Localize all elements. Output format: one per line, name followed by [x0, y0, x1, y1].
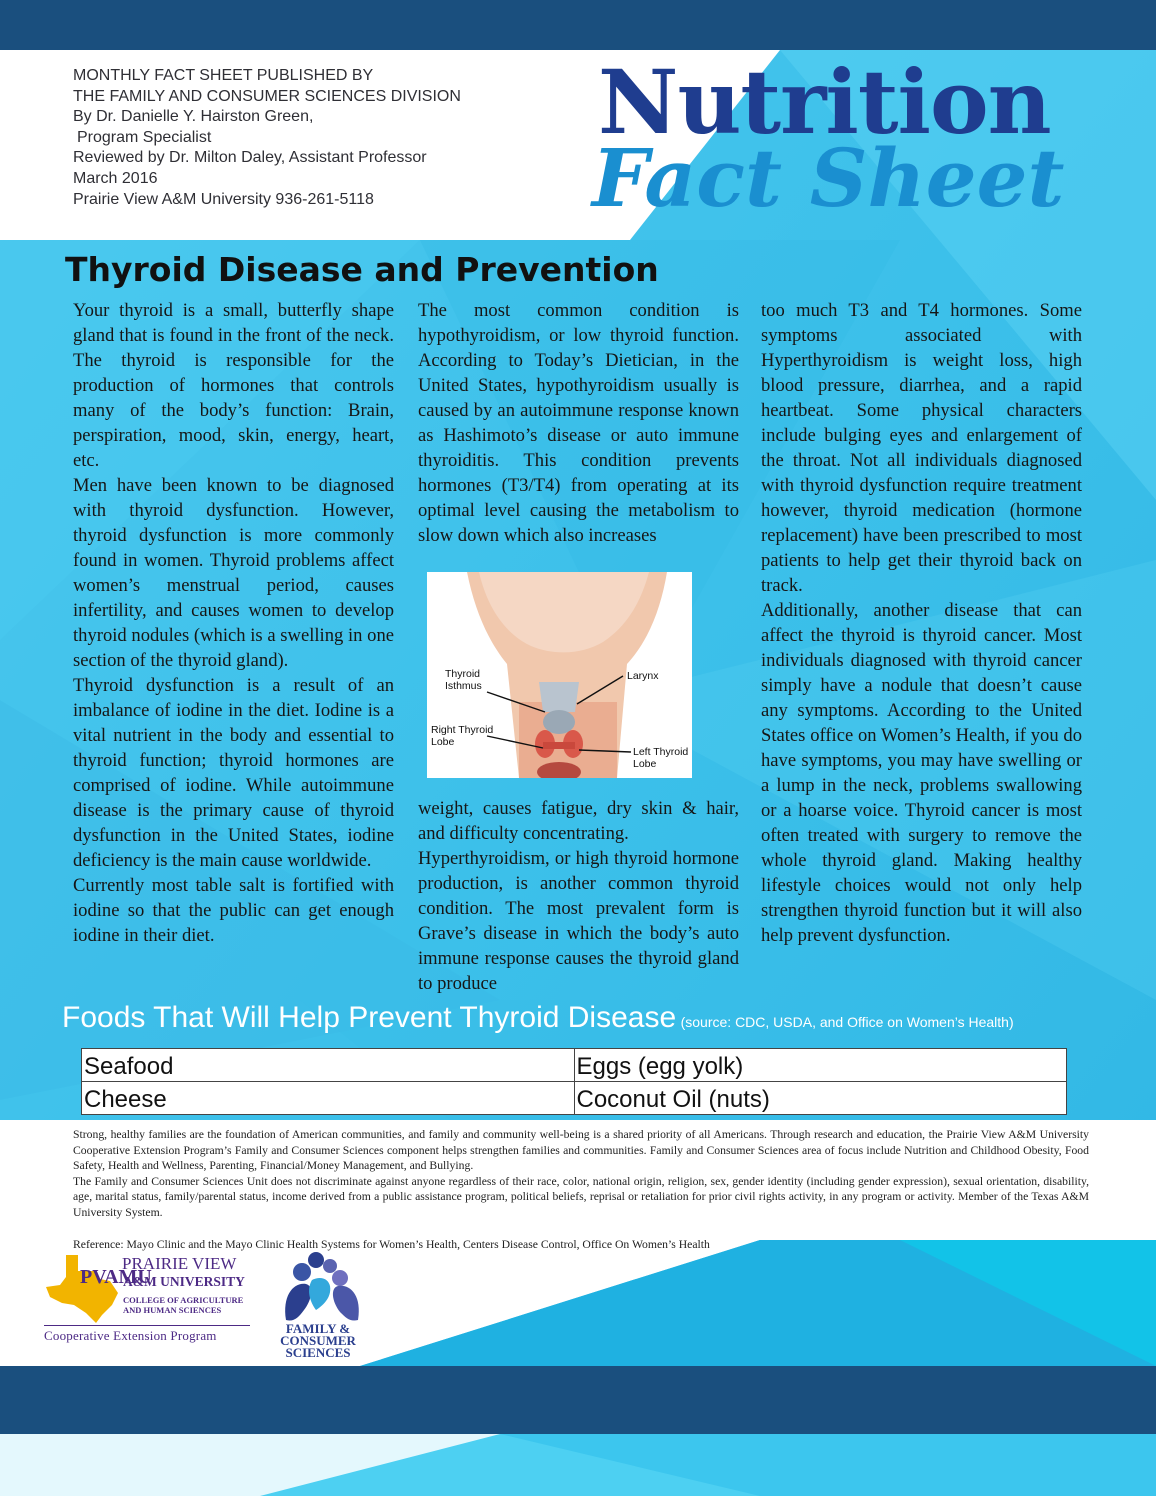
- label-thyroid-isthmus: [445, 668, 482, 692]
- article-column-2-top: [418, 298, 739, 548]
- col1-paragraph: Men have been known to be diagnosed with thyroid dysfunction. However, thyroid dysfunction is more commonly found in women. Thyroid problems affect women’s menstrual period, causes infertility, and causes women to develop thyroid nodules (which is a swelling in one section of the thyroid gland).: [73, 475, 394, 671]
- fcs-line-2: CONSUMER: [280, 1333, 356, 1348]
- pv-divider: [44, 1325, 250, 1326]
- contact-line: Prairie View A&M University 936-261-5118: [73, 190, 374, 208]
- footer-paragraph-1: Strong, healthy families are the foundation of American communities, and family and community well-being is a shared priority of all Americans. Through research and education, the Prairie View A&M University Cooperative Extension Program’s Family and Consumer Sciences component helps strengthen families and communities. Family and Consumer Sciences area of focus include Nutrition and Childhood Obesity, Food Safety, Health and Wellness, Parenting, Financial/Money Management, and Bullying.: [73, 1128, 1089, 1173]
- reviewer-line: Reviewed by Dr. Milton Daley, Assistant Professor: [73, 149, 427, 167]
- label-right-line-1: Right Thyroid: [431, 724, 494, 736]
- pv-college: [123, 1295, 263, 1315]
- pv-university: A&M UNIVERSITY: [123, 1274, 245, 1289]
- label-right-line-2: Lobe: [431, 736, 455, 748]
- fcs-line-3: SCIENCES: [285, 1345, 351, 1360]
- col2-paragraph: Hyperthyroidism, or high thyroid hormone production, is another common thyroid condition. The most prevalent form is Grave’s disease in which the body’s auto immune response causes the thyroid gland to produce: [418, 848, 739, 994]
- reference-line: Reference: Mayo Clinic and the Mayo Clinic Health Systems for Women’s Health, Centers Disease Control, Office On Women’s Health: [73, 1238, 710, 1251]
- article-column-3: [761, 298, 1082, 948]
- footer-statement: [73, 1127, 1089, 1221]
- foods-source: (source: CDC, USDA, and Office on Women’s Health): [680, 1014, 1014, 1030]
- fcs-wordmark: [270, 1323, 366, 1359]
- col1-paragraph: Your thyroid is a small, butterfly shape gland that is found in the front of the neck. The thyroid is responsible for the production of hormones that controls many of the body’s function: Brain, perspiration, mood, skin, energy, heart, etc.: [73, 300, 394, 471]
- label-larynx: Larynx: [627, 670, 659, 682]
- article-column-2-bottom: [418, 796, 739, 996]
- table-row: [82, 1049, 1067, 1082]
- table-cell: Seafood: [82, 1049, 575, 1082]
- col3-paragraph: Additionally, another disease that can affect the thyroid is thyroid cancer. Most individuals diagnosed with thyroid cancer simply have a nodule that doesn’t cause any symptoms. According to the United States office on Women’s Health, if you do have symptoms, you may have swelling or a lump in the neck, problems swallowing or a hoarse voice. Thyroid cancer is most often treated with surgery to remove the whole thyroid gland. Making healthy lifestyle choices would not only help strengthen thyroid function but it will also help prevent dysfunction.: [761, 600, 1082, 946]
- foods-table: [81, 1048, 1067, 1115]
- author-title: Program Specialist: [77, 128, 212, 146]
- thyroid-diagram: [427, 572, 692, 778]
- table-row: [82, 1082, 1067, 1115]
- label-right-thyroid-lobe: [431, 724, 493, 748]
- date-line: March 2016: [73, 169, 158, 187]
- label-left-line-2: Lobe: [633, 758, 657, 770]
- article-column-1: [73, 298, 394, 948]
- publication-info: [73, 66, 573, 210]
- footer-paragraph-2: The Family and Consumer Sciences Unit does not discriminate against anyone regardless of their race, color, national origin, religion, sex, gender identity (including gender expression), sexual orientation, disability, age, marital status, family/parental status, income derived from a public assistance program, political beliefs, reprisal or retaliation for prior civil rights activity, in any program or activity. Member of the Texas A&M University System.: [73, 1174, 1089, 1219]
- author-line: By Dr. Danielle Y. Hairston Green,: [73, 108, 314, 126]
- top-band: [0, 0, 1156, 50]
- fcs-line-1: FAMILY &: [285, 1321, 351, 1336]
- publication-line-2: THE FAMILY AND CONSUMER SCIENCES DIVISION: [73, 87, 461, 105]
- publication-line-1: MONTHLY FACT SHEET PUBLISHED BY: [73, 67, 374, 84]
- table-cell: Cheese: [82, 1082, 575, 1115]
- label-left-thyroid-lobe: [633, 746, 688, 770]
- col1-paragraph: Currently most table salt is fortified with iodine so that the public can get enough iodine in their diet.: [73, 875, 394, 946]
- table-cell: Coconut Oil (nuts): [574, 1082, 1067, 1115]
- pv-college-line-2: AND HUMAN SCIENCES: [123, 1305, 222, 1315]
- label-left-line-1: Left Thyroid: [633, 746, 689, 758]
- col1-paragraph: Thyroid dysfunction is a result of an imbalance of iodine in the diet. Iodine is a vital nutrient in the body and essential to thyroid function; thyroid hormones are comprised of iodine. While autoimmune disease is the primary cause of thyroid dysfunction in the United States, iodine deficiency is the main cause worldwide.: [73, 675, 394, 871]
- label-isthmus-line-2: Isthmus: [445, 680, 482, 692]
- article-headline: Thyroid Disease and Prevention: [65, 250, 659, 289]
- col3-paragraph: too much T3 and T4 hormones. Some symptoms associated with Hyperthyroidism is weight loss, high blood pressure, diarrhea, and a rapid heartbeat. Some physical characters include bulging eyes and enlargement of the throat. Not all individuals diagnosed with thyroid dysfunction require treatment however, thyroid medication (hormone replacement) have been prescribed to most patients to help get their thyroid back on track.: [761, 300, 1082, 596]
- col2-paragraph: The most common condition is hypothyroidism, or low thyroid function. According to Today’s Dietician, in the United States, hypothyroidism usually is caused by an autoimmune response known as Hashimoto’s disease or auto immune thyroiditis. This condition prevents hormones (T3/T4) from operating at its optimal level causing the metabolism to slow down which also increases: [418, 300, 739, 546]
- foods-heading: [62, 1001, 1014, 1035]
- pv-name: PRAIRIE VIEW: [122, 1254, 237, 1273]
- pv-cooperative-extension: Cooperative Extension Program: [44, 1328, 217, 1343]
- pv-monogram: PVAMU: [80, 1266, 152, 1288]
- bottom-band: [0, 1366, 1156, 1434]
- table-cell: Eggs (egg yolk): [574, 1049, 1067, 1082]
- label-isthmus-line-1: Thyroid: [445, 668, 481, 680]
- pv-college-line-1: COLLEGE OF AGRICULTURE: [123, 1295, 244, 1305]
- foods-title: Foods That Will Help Prevent Thyroid Disease: [62, 1001, 677, 1034]
- title-fact-sheet: Fact Sheet: [592, 131, 1065, 225]
- col2-paragraph: weight, causes fatigue, dry skin & hair, and difficulty concentrating.: [418, 798, 739, 844]
- title-nutrition: Nutrition: [598, 50, 1051, 154]
